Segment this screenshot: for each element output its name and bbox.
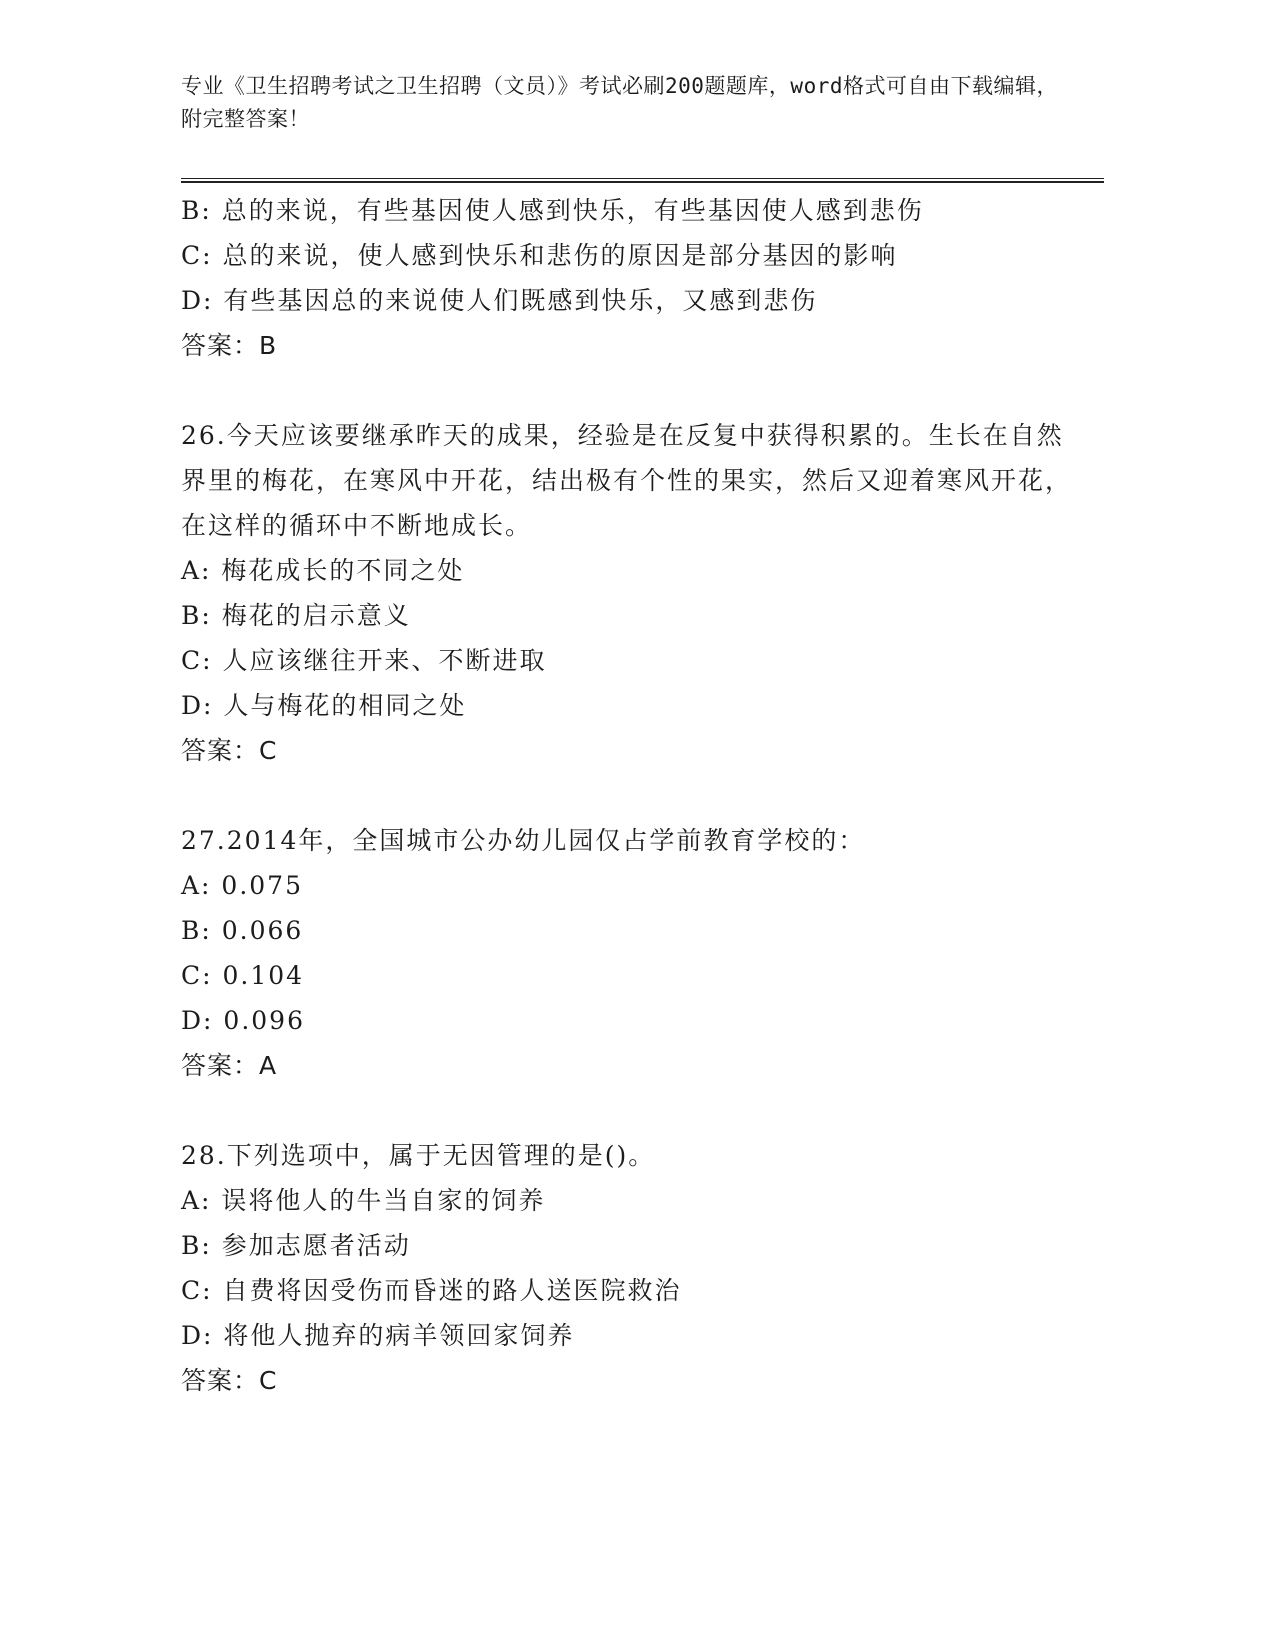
question-26 [181, 413, 1081, 773]
option-c: C: 自费将因受伤而昏迷的路人送医院救治 [181, 1276, 682, 1305]
option-d: D: 有些基因总的来说使人们既感到快乐，又感到悲伤 [181, 286, 818, 315]
answer: 答案：C [181, 736, 278, 765]
question-list [181, 188, 1081, 1403]
answer: 答案：C [181, 1366, 278, 1395]
question-27 [181, 818, 1081, 1088]
answer: 答案：A [181, 1051, 278, 1080]
header-divider-thick [181, 181, 1104, 183]
question-stem: 26.今天应该要继承昨天的成果，经验是在反复中获得积累的。生长在自然界里的梅花，在寒风中开花，结出极有个性的果实，然后又迎着寒风开花，在这样的循环中不断地成长。 [181, 421, 1073, 540]
question-25-continued [181, 188, 1081, 368]
option-b: B: 梅花的启示意义 [181, 601, 411, 630]
header-divider [181, 178, 1104, 179]
option-b: B: 总的来说，有些基因使人感到快乐，有些基因使人感到悲伤 [181, 196, 924, 225]
answer: 答案：B [181, 331, 278, 360]
option-c: C: 0.104 [181, 961, 305, 990]
question-28 [181, 1133, 1081, 1403]
option-d: D: 人与梅花的相同之处 [181, 691, 467, 720]
option-a: A: 梅花成长的不同之处 [181, 556, 465, 585]
option-a: A: 0.075 [181, 871, 303, 900]
option-a: A: 误将他人的牛当自家的饲养 [181, 1186, 546, 1215]
option-b: B: 0.066 [181, 916, 304, 945]
option-d: D: 将他人抛弃的病羊领回家饲养 [181, 1321, 575, 1350]
question-stem: 27.2014年，全国城市公办幼儿园仅占学前教育学校的： [181, 826, 866, 855]
option-b: B: 参加志愿者活动 [181, 1231, 411, 1260]
option-c: C: 总的来说，使人感到快乐和悲伤的原因是部分基因的影响 [181, 241, 898, 270]
option-c: C: 人应该继往开来、不断进取 [181, 646, 547, 675]
option-d: D: 0.096 [181, 1006, 305, 1035]
page-header: 专业《卫生招聘考试之卫生招聘（文员）》考试必刷200题题库，word格式可自由下载编辑，附完整答案！ [181, 74, 1058, 131]
question-stem: 28.下列选项中，属于无因管理的是()。 [181, 1141, 656, 1170]
